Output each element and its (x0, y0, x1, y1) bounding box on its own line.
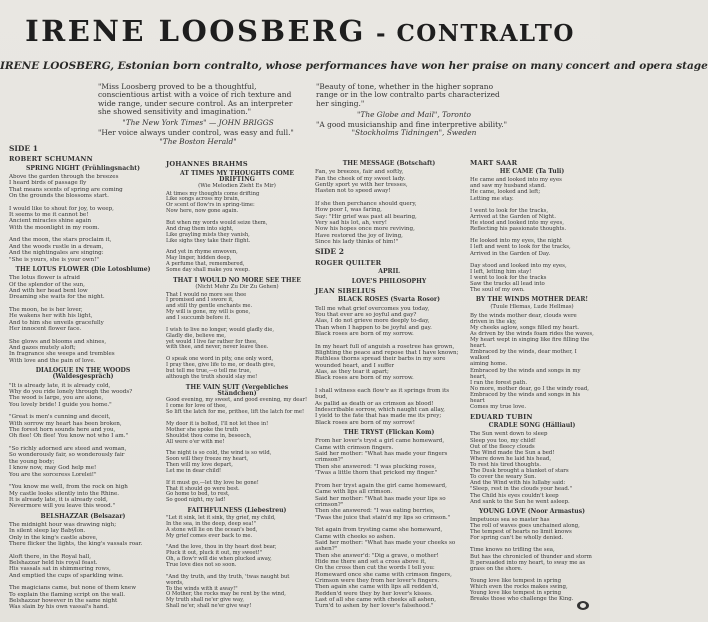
composer-name: ROBERT SCHUMANN (9, 155, 93, 164)
lyrics: "Let it sink, let it sink, thy grief, my child, In the sea, in the deep, deep sea!" A stone will lie on the ocean's bed, My grief comes ever back to me. "And the love, thou in thy heart dost bear, Pluck it out, pluck it out, my sweet!" Oh, a flow'r will die when plucked away, True love dies not so soon. "And thy truth, and thy truth, 'twas naught but words, To the winds with it away!" O Mother, the rocks may be rent by the wind, My truth shall ne'er give way, Shall ne'er, shall ne'er give way! (166, 515, 290, 610)
composer-name: JOHANNES BRAHMS (166, 160, 248, 168)
composer-name: MART SAAR (470, 159, 518, 167)
song-title: DIALOGUE IN THE WOODS (Waldesgespräch) (35, 367, 131, 381)
quote-source: "The Globe and Mail", Toronto (357, 109, 471, 119)
composer-name: JEAN SIBELIUS (315, 286, 376, 295)
side-2-label: SIDE 2 (315, 247, 344, 257)
lyrics: The Sun went down to sleep Sleep you too, my child! Out of the fleecy clouds The Wind made the Sun a bed! Where down he laid his head, To rest his tired thoughts. The Dusk brought a blanket of stars To cover the weary Sun. And the Wind with his lullaby said: "Sleep, rest in the clouds your head." The Child his eyes couldn't keep And sank to the Sun he went asleep. (470, 431, 572, 505)
song-title: THE TRYST (Flickan Kom) (343, 429, 435, 437)
column-schumann (9, 146, 157, 615)
song-title: BLACK ROSES (Svarta Rosor) (338, 296, 440, 304)
lyrics: By the winds mother dear, clouds were driven in the sky, My cheeks aglow, songs filled my heart. As driven by the winds foam rides the waves, My heart wept in singing like fire filling the heart. Embraced by the winds, dear mother, I walked aiming home. Embraced by the winds and songs in my heart, I ran the forest path. No more, mother dear, go I the windy road, Embraced by the winds and songs in his heart Comes my true love. (470, 312, 594, 411)
song-title: HE CAME (Ta Tuli) (499, 168, 565, 176)
lyrics: At times my thoughts come drifting Like songs across my brain, Or scent of flow'rs in spring-time: Now here, now gone again. But when my words would seize them, And drag them into sight, Like grayling mists they vanish, Like sighs they take their flight. And yet in rhyme enwoven, May linger, hidden deep, A perfume that, remembered, Some day shall make you weep. (166, 190, 268, 273)
song-original-title: (Wie Melodien Zieht Es Mir) (198, 182, 276, 189)
intro-line: IRENE LOOSBERG, Estonian born contralto, whose performances have won her praise on many concert and opera stage (0, 60, 708, 72)
lyrics: That I would no more see thee I promised and I swore it, and still thy gentle enchants me. My will is gone, my will is gone, and I succumb before it. I wish to live no longer, would gladly die, Gladly die, believe me, yet would I live far rather for thee, with thee, and never, never leave thee. O speak one word in pity, one only word, I pray thee, give life to me, or death give, but tell me true,—o tell me true, although the truth should slay me! (166, 291, 276, 380)
press-quotes-right (316, 83, 512, 138)
quote-text: "Miss Loosberg proved to be a thoughtful, conscientious artist with a voice of rich texture and wide range, under secure control. As an interpreter she showed sensitivity and imagination." (98, 82, 293, 116)
quote-source: "Stockholms Tidningen", Sweden (351, 128, 477, 138)
song-title: BY THE WINDS MOTHER DEAR! (475, 296, 589, 304)
lyrics: Impetuous sea so master has The roll of waves goes unchained along, The tempest of hearts no limit knows For spring can't be wholly denied. Time knows no trifling the sea, But has the chronicled of thunder and storm It persuaded into my heart, to sway me as grass on the shore. Young love like tempest in spring Which even the rocks makes swing, Young love like tempest in spring Breaks those who challenge the King. (470, 516, 592, 603)
lyrics: Tell me what grief overcomes you today, You that ever are so joyful and gay? Alas, I do not grieve more deeply to-day, Than when I happen to be joyful and gay. Black roses are born of my sorrow. In my heart full of anguish a rosetree has grown, Blighting the peace and repose that I have known; Ruthless thorns spread their barbs in my sore wounded heart, and I suffer Alas, as they tear it apart; Black roses are born of my sorrow. I shall witness each flow'r as it springs from its bud, As pallid as death or as crimson as blood! Indescribable sorrow, which naught can allay, I yield to the fate that has made me its prey; Black roses are born of my sorrow! (315, 305, 459, 426)
composer-name: ROGER QUILTER (315, 258, 382, 267)
lyrics: Above the garden through the breezes I heard birds of passage fly That means scents of spring are coming On the grounds the blossoms start. I would like to shout for joy, to weep, It seems to me it cannot be! Ancient miracles shine again With the moonlight in my room. And the moon, the stars proclaim it, And the woods rustle in a dream, And the nightingales are singing: "She is yours, she is your own!" (9, 174, 123, 263)
lyrics: "It is already late, it is already cold, Why do you ride lonely through the woods? The wood is large, you are alone, You lovely bride! I guide you home." "Great is men's cunning and deceit, With sorrow my heart has been broken, The forest horn sounds here and you, Oh flee! Oh flee! You know not who I am." "So richly adorned are steed and woman, So wonderously fair, so wonderously fair the young body; I know now, may God help me! You are the sorceress Lorelei!" "You know me well, from the rock on high My castle looks silently into the Rhine. It is already late, it is already cold, Nevermore will you leave this wood." (9, 382, 133, 510)
side-1-label: SIDE 1 (9, 144, 38, 153)
song-original-title: (Tuule Hlemas, Lude Hellmas) (490, 304, 574, 311)
column-saar-tubin (470, 160, 594, 606)
song-title: CRADLE SONG (Hälliaul) (488, 422, 576, 430)
composer-name: EDUARD TUBIN (470, 413, 533, 422)
record-label-logo-icon (577, 601, 589, 610)
song-original-title: (Nicht Mehr Zu Dir Zu Gehen) (195, 283, 279, 290)
lyrics: Good evening, my sweet, and good evening, my dear! I come for love of thee, So lift the latch for me, prithee, lift the latch for me! My door it is bolted, I'll not let thee in! Mother she spoke the truth Shouldst thou come in, beseech, All were o'er with me! The night is so cold, the wind is so wild, Soon will they freeze my heart, Then will my love depart, Let me in dear child! If it must go,—let thy love be gone! That it should go were best. Go home to bed, to rest, So good night, my lad! (166, 397, 308, 504)
page-title (0, 14, 600, 48)
quote-text: "A good musicianship and fine interpretive ability." (316, 120, 508, 130)
song-title: SPRING NIGHT (Frühlingsnacht) (26, 164, 140, 172)
song-title: THE LOTUS FLOWER (Die Lotosblume) (15, 265, 151, 273)
column-brahms (166, 162, 308, 614)
voice-type: - CONTRALTO (375, 20, 575, 47)
song-title: FAITHFULNESS (Liebestreu) (187, 507, 287, 515)
song-title: YOUNG LOVE (Noor Armastus) (478, 507, 586, 515)
lyrics: The lotus flower is afraid Of the splendor of the sun, And with her head bent low Dreaming she waits for the night. The moon, he is her lover, He wakens her with his light, And to him she unveils gracefully Her innocent flower face. She glows and blooms and shines, And gazes mutely aloft; In fragrance she weeps and trembles With love and the pain of love. (9, 275, 115, 364)
song-title: THE MESSAGE (Botschaft) (342, 160, 436, 167)
lyrics: The midnight hour was drawing nigh; In silent sleep lay Babylon. Only in the king's castle above, There flicker the lights, the king's vassals roar. Aloft there, in the Royal hall, Belshazzar held his royal feast. His vassals sat in shimmering rows, And emptied the cups of sparkling wine. The magicians came, but none of them knew To explain the flaming script on the wall. Belshazzar however in the same night Was slain by his own vassal's hand. (9, 521, 143, 611)
quote-source: "The New York Times" — JOHN BRIGGS (122, 118, 274, 128)
artist-name: IRENE LOOSBERG (25, 14, 366, 48)
song-title: THE VAIN SUIT (Vergebliches Ständchen) (185, 383, 289, 397)
quote-text: "Her voice always under control, was easy and full." (98, 128, 294, 138)
song-title: BELSHAZZAR (Belsazar) (40, 512, 126, 520)
press-quotes-left (98, 83, 298, 146)
song-title: THAT I WOULD NO MORE SEE THEE (173, 276, 301, 284)
column-side-2 (315, 158, 463, 614)
quote-source: "The Boston Herald" (159, 136, 237, 146)
lyrics: He came and looked into my eyes and saw my husband stand. He came, looked and left; Letting me stay. I went to look for the tracks, Arrived at the Garden of Night. He stood and looked into my eyes, Reflecting his passionate thoughts. He looked into my eyes, the night I left and went to look for the tracks, Arrived in the Garden of Day. Day stood and looked into my eyes, I left, letting him stay! I went to look for the tracks Saw the tracks all lead into The soul of my own. (470, 177, 571, 294)
song-title: AT TIMES MY THOUGHTS COME DRIFTING (179, 169, 295, 183)
song-title: LOVE'S PHILOSOPHY (351, 277, 427, 285)
song-title: APRIL (378, 268, 400, 276)
lyrics: From her lover's tryst a girl came homeward, Came with crimson fingers. Said her mother: "What has made your fingers crimson?" Then she answered: "I was plucking roses, 'Twas a little thorn that pricked my finger." From her tryst again the girl came homeward, Came with lips all crimson. Said her mother: "What has made your lips so crimson?" Then she answered: "I was eating berries, 'Twas the juice that stain'd my lips so crimson." Yet again from trysting came she homeward, Came with cheeks so ashen. Said her mother: "What has made your cheeks so ashen?" Then she answer'd: "Dig a grave, o mother! Hide me there and set a cross above it, On the cross then cut the words I tell you: Homeward once she came with crimson fingers, Crimson were they from her lover's fingers. Then again she came with lips all redden'd, Redden'd were they by her lover's kisses. Last of all she came with cheeks all ashen, Turn'd to ashen by her lover's falsehood." (315, 438, 456, 610)
quote-text: "Beauty of tone, whether in the higher soprano range or in the low contralto parts characterized her singing." (316, 82, 500, 108)
lyrics: Fan, ye breezes, fair and softly, Fan the cheek of my sweet lady. Gently sport ye with her tresses, Hasten not to speed away! If she then perchance should query, How poor I, was faring, Say: "Hir grief was past all bearing, Very sad his lot, ah, very! Now his hopes once more reviving, Have restored the joy of living, Since his lady thinks of him!" (315, 169, 417, 246)
